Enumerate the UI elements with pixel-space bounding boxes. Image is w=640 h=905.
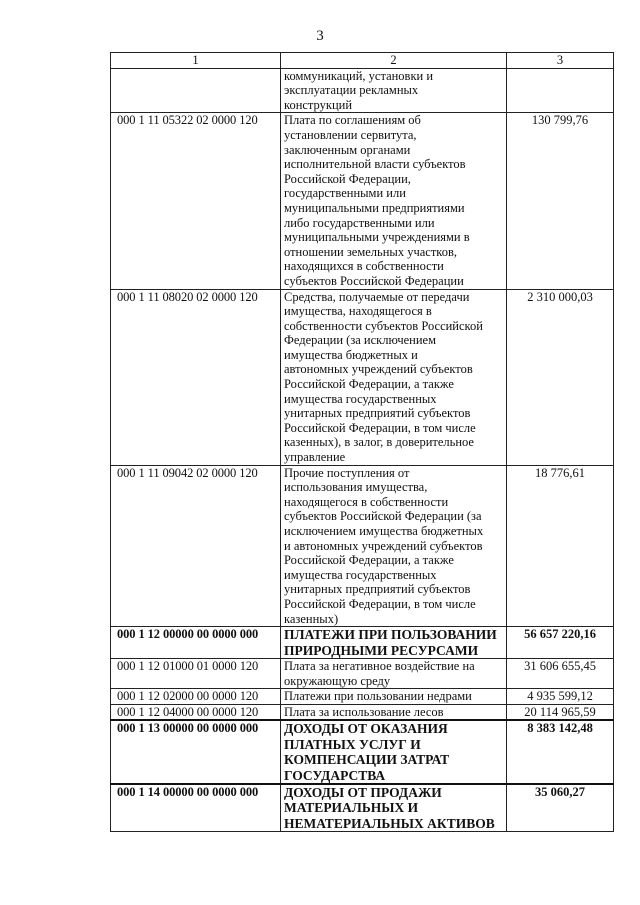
revenue-code-cell: 000 1 12 01000 01 0000 120 bbox=[111, 658, 281, 688]
column-header-row bbox=[111, 53, 614, 69]
table-row bbox=[111, 704, 614, 720]
revenue-name-cell: коммуникаций, установки и эксплуатации рекламных конструкций bbox=[281, 68, 507, 113]
revenue-name-cell: Плата за негативное воздействие на окружающую среду bbox=[281, 658, 507, 688]
revenue-table bbox=[110, 52, 614, 832]
table-row bbox=[111, 68, 614, 113]
revenue-name-cell: ДОХОДЫ ОТ ОКАЗАНИЯ ПЛАТНЫХ УСЛУГ И КОМПЕНСАЦИИ ЗАТРАТ ГОСУДАРСТВА bbox=[281, 720, 507, 784]
table-row bbox=[111, 113, 614, 289]
revenue-table-body bbox=[111, 53, 614, 832]
revenue-amount-cell: 2 310 000,03 bbox=[507, 289, 614, 465]
table-row bbox=[111, 289, 614, 465]
table-row-section bbox=[111, 720, 614, 784]
column-header-3: 3 bbox=[507, 53, 614, 69]
revenue-code-cell bbox=[111, 68, 281, 113]
revenue-amount-cell: 18 776,61 bbox=[507, 465, 614, 627]
revenue-amount-cell bbox=[507, 68, 614, 113]
revenue-amount-cell: 20 114 965,59 bbox=[507, 704, 614, 720]
revenue-code-cell: 000 1 13 00000 00 0000 000 bbox=[111, 720, 281, 784]
revenue-name-cell: ДОХОДЫ ОТ ПРОДАЖИ МАТЕРИАЛЬНЫХ И НЕМАТЕРИАЛЬНЫХ АКТИВОВ bbox=[281, 784, 507, 832]
table-row-section bbox=[111, 784, 614, 832]
column-header-2: 2 bbox=[281, 53, 507, 69]
revenue-amount-cell: 31 606 655,45 bbox=[507, 658, 614, 688]
revenue-amount-cell: 8 383 142,48 bbox=[507, 720, 614, 784]
revenue-code-cell: 000 1 11 05322 02 0000 120 bbox=[111, 113, 281, 289]
revenue-code-cell: 000 1 12 04000 00 0000 120 bbox=[111, 704, 281, 720]
revenue-amount-cell: 4 935 599,12 bbox=[507, 689, 614, 705]
revenue-code-cell: 000 1 12 02000 00 0000 120 bbox=[111, 689, 281, 705]
revenue-name-cell: Платежи при пользовании недрами bbox=[281, 689, 507, 705]
revenue-name-cell: Средства, получаемые от передачи имущества, находящегося в собственности субъектов Российской Федерации (за исключением имущества бюджетных и автономных учреждений субъектов Российской Федерации, а также имущества государственных унитарных предприятий субъектов Российской Федерации, в том числе казенных), в залог, в доверительное управление bbox=[281, 289, 507, 465]
revenue-code-cell: 000 1 11 09042 02 0000 120 bbox=[111, 465, 281, 627]
revenue-amount-cell: 56 657 220,16 bbox=[507, 627, 614, 659]
revenue-code-cell: 000 1 14 00000 00 0000 000 bbox=[111, 784, 281, 832]
revenue-code-cell: 000 1 12 00000 00 0000 000 bbox=[111, 627, 281, 659]
table-row-section bbox=[111, 627, 614, 659]
revenue-amount-cell: 130 799,76 bbox=[507, 113, 614, 289]
revenue-code-cell: 000 1 11 08020 02 0000 120 bbox=[111, 289, 281, 465]
page-number: 3 bbox=[316, 28, 324, 44]
table-row bbox=[111, 689, 614, 705]
revenue-name-cell: ПЛАТЕЖИ ПРИ ПОЛЬЗОВАНИИ ПРИРОДНЫМИ РЕСУРСАМИ bbox=[281, 627, 507, 659]
revenue-name-cell: Прочие поступления от использования имущества, находящегося в собственности субъектов Российской Федерации (за исключением имущества бюджетных и автономных учреждений субъектов Российской Федерации, а также имущества государственных унитарных предприятий субъектов Российской Федерации, в том числе казенных) bbox=[281, 465, 507, 627]
table-row bbox=[111, 658, 614, 688]
table-row bbox=[111, 465, 614, 627]
revenue-name-cell: Плата по соглашениям об установлении сервитута, заключенным органами исполнительной власти субъектов Российской Федерации, государственными или муниципальными предприятиями либо государственными или муниципальными учреждениями в отношении земельных участков, находящихся в собственности субъектов Российской Федерации bbox=[281, 113, 507, 289]
column-header-1: 1 bbox=[111, 53, 281, 69]
revenue-name-cell: Плата за использование лесов bbox=[281, 704, 507, 720]
revenue-amount-cell: 35 060,27 bbox=[507, 784, 614, 832]
